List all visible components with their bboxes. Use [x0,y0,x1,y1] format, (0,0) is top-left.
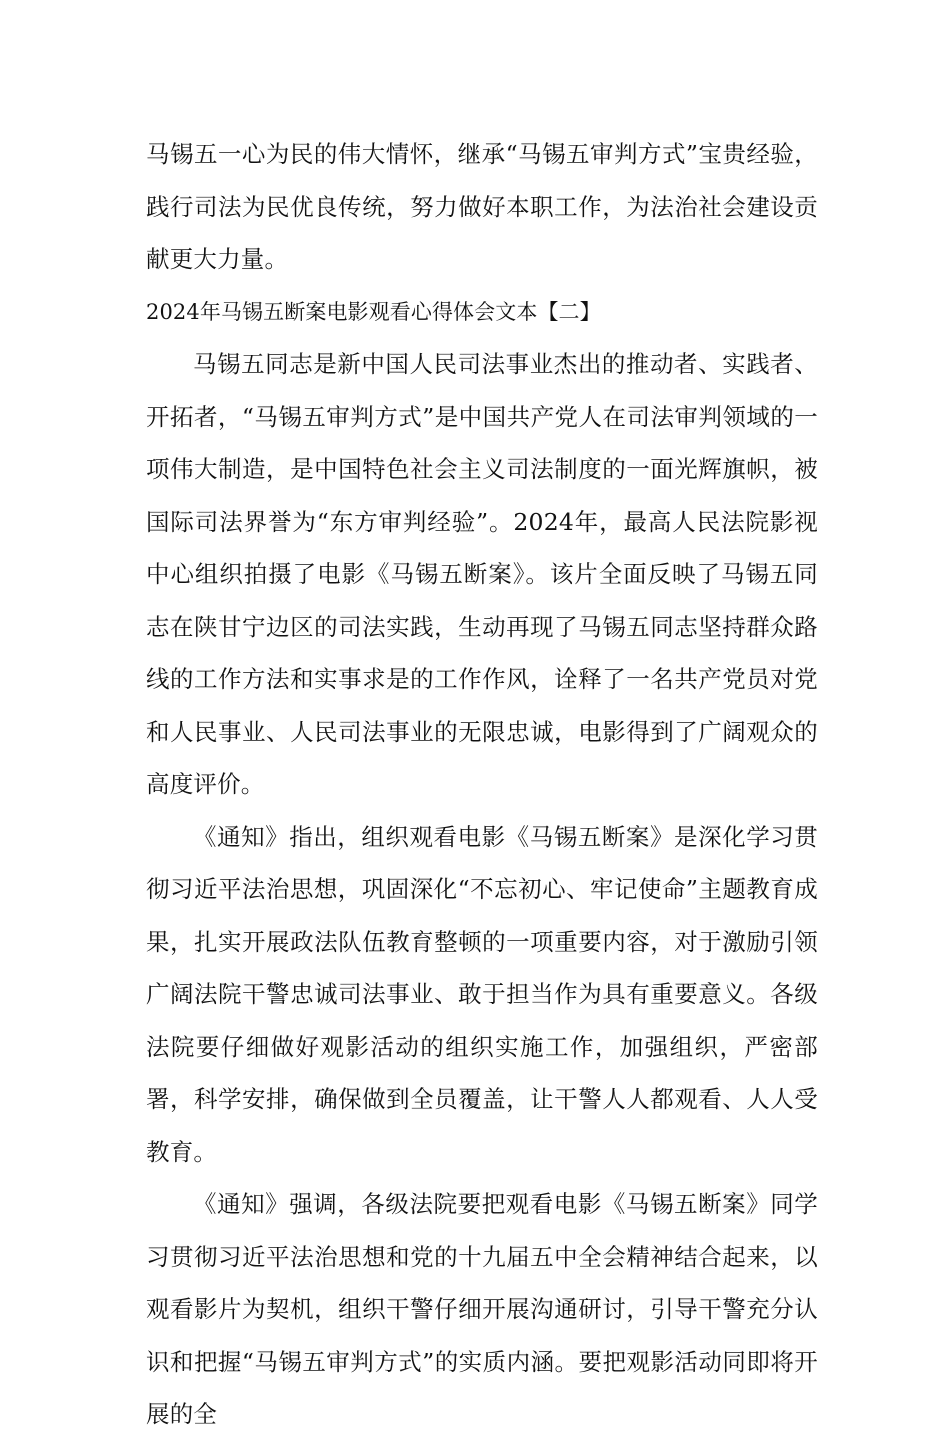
paragraph-notice-emphasis: 《通知》强调，各级法院要把观看电影《马锡五断案》同学习贯彻习近平法治思想和党的十九届五中全会精神结合起来，以观看影片为契机，组织干警仔细开展沟通研讨，引导干警充分认识和把握“马锡五审判方式”的实质内涵。要把观影活动同即将开展的全 [146,1190,818,1428]
section-heading: 2024年马锡五断案电影观看心得体会文本【二】 [146,299,601,324]
paragraph-notice-points: 《通知》指出，组织观看电影《马锡五断案》是深化学习贯彻习近平法治思想，巩固深化“不忘初心、牢记使命”主题教育成果，扎实开展政法队伍教育整顿的一项重要内容，对于激励引领广阔法院干警忠诚司法事业、敢于担当作为具有重要意义。各级法院要仔细做好观影活动的组织实施工作，加强组织，严密部署，科学安排，确保做到全员覆盖，让干警人人都观看、人人受教育。 [146,822,818,1166]
document-body [146,128,818,1441]
paragraph-continuation: 马锡五一心为民的伟大情怀，继承“马锡五审判方式”宝贵经验，践行司法为民优良传统，努力做好本职工作，为法治社会建设贡献更大力量。 [146,140,818,273]
paragraph-intro: 马锡五同志是新中国人民司法事业杰出的推动者、实践者、开拓者，“马锡五审判方式”是中国共产党人在司法审判领域的一项伟大制造，是中国特色社会主义司法制度的一面光辉旗帜，被国际司法界誉为“东方审判经验”。2024年，最高人民法院影视中心组织拍摄了电影《马锡五断案》。该片全面反映了马锡五同志在陕甘宁边区的司法实践，生动再现了马锡五同志坚持群众路线的工作方法和实事求是的工作作风，诠释了一名共产党员对党和人民事业、人民司法事业的无限忠诚，电影得到了广阔观众的高度评价。 [146,350,818,798]
